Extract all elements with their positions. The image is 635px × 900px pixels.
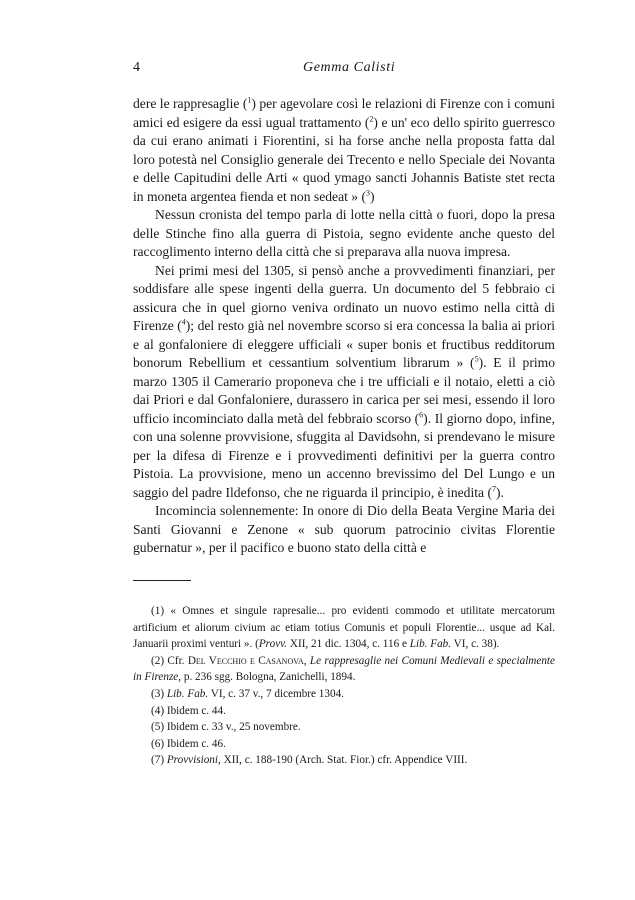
running-header (133, 60, 555, 78)
text-run: ) (370, 188, 375, 204)
text-run: XII, 21 dic. 1304, c. 116 e (287, 638, 410, 651)
footnote-ref: 5 (474, 354, 479, 364)
footnote-2 (133, 653, 555, 686)
footnote-number: (1) (151, 605, 165, 617)
paragraph-2: Nessun cronista del tempo parla di lotte nella città o fuori, dopo la presa delle Stinche fino alla guerra di Pistoia, segno evidente anche questo del raccoglimento interno della città che si preparava alla nuova impresa. (133, 207, 555, 259)
footnote-number: (5) (151, 721, 165, 734)
footnote-ref: 4 (181, 317, 186, 327)
text-run: ). Il giorno dopo, infine, con una solenne provvisione, sfuggita al Davidsohn, si prendevano le misure per la difesa di Firenze e i provvedimenti definitivi per la guerra contro Pistoia. La provvisione, meno un accenno brevissimo del Del Lungo e un saggio del padre Ildefonso, che ne riguarda il principio, è inedita ( (133, 410, 555, 500)
running-title: Gemma Calisti (303, 60, 396, 75)
text-run: Lib. Fab. (166, 687, 209, 700)
paragraph-4: Incomincia solennemente: In onore di Dio della Beata Vergine Maria dei Santi Giovanni e Zenone « sub quorum patrocinio civitas Florentie gubernatur », per il pacifico e buono stato della città e (133, 503, 555, 555)
paragraph-1 (133, 95, 555, 206)
author-names: Del Vecchio e Casanova (187, 654, 304, 667)
footnote-5 (133, 719, 555, 736)
text-run: Ibidem c. 33 v., 25 novembre. (164, 721, 301, 734)
main-text (133, 95, 555, 558)
footnote-ref: 1 (247, 95, 252, 105)
text-run: Provv. (258, 638, 288, 651)
text-run: ) e un' eco dello spirito guerresco da cui erano animati i Fiorentini, si ha forse anche nella proposta fatta dal loro potestà nel Consiglio generale dei Trecento e nello Speciale dei Novanta e delle Capitudini delle Arti « quod ymago sancti Johannis Batiste stet recta in moneta argentea fienda et non sedeat » ( (133, 114, 555, 204)
text-run: dere le rappresaglie ( (133, 96, 248, 111)
footnote-ref: 2 (369, 113, 374, 123)
footnote-ref: 3 (366, 187, 371, 197)
text-run: Nei primi mesi del 1305, si pensò anche a provvedimenti finanziari, per soddisfare alle spese ingenti della guerra. Un documento del 5 febbraio ci assicura che in quel giorno veniva ordinato un nuovo estimo nella città di Firenze ( (133, 262, 555, 333)
text-run: XII, c. 188-190 (Arch. Stat. Fior.) cfr. Appendice VIII. (220, 754, 468, 767)
text-run: VI, c. 38). (451, 638, 500, 651)
text-run: Lib. Fab. (409, 638, 452, 651)
page-number: 4 (133, 60, 140, 75)
text-run: Ibidem c. 44. (164, 704, 226, 717)
text-run: , (303, 654, 310, 667)
text-run: ) per agevolare così le relazioni di Firenze con i comuni amici ed esigere da essi ugual trattamento ( (133, 96, 555, 130)
footnote-number: (6) (151, 737, 165, 750)
footnote-number: (7) (151, 754, 165, 767)
footnote-number: (3) (151, 687, 165, 700)
text-run: ). E il primo marzo 1305 il Camerario proponeva che i tre ufficiali e il notaio, eletti a ciò dai Priori e dal Gonfaloniere, durassero in carica per sei mesi, essendo il loro ufficio incominciato dalla metà del febbraio scorso ( (133, 355, 555, 426)
footnote-number: (2) (151, 654, 165, 667)
footnote-7 (133, 752, 555, 769)
footnote-6 (133, 736, 555, 753)
text-run: Cfr. (164, 654, 188, 667)
footnotes (133, 603, 555, 769)
text-run: ); del resto già nel novembre scorso si era concessa la balia ai priori e al gonfaloniere di eleggere ufficiali « super bonis et fructibus redditorum bonorum Rebellium et cessantium solventium librarum » ( (133, 318, 555, 370)
text-run: Provvisioni, (166, 754, 221, 767)
footnote-ref: 6 (419, 409, 424, 419)
text-run: « Omnes et singule rapresalie... pro evidenti commodo et utilitate mercatorum artificium et aliorum civium ac etiam totius Comunis et populi Florentie... usque ad Kal. Januarii proximi venturi ». ( (133, 605, 555, 651)
text-run: , p. 236 sgg. Bologna, Zanichelli, 1894. (178, 671, 356, 684)
footnote-number: (4) (151, 704, 165, 717)
footnote-4 (133, 703, 555, 720)
footnote-ref: 7 (491, 483, 496, 493)
footnote-1 (133, 603, 555, 653)
text-run: VI, c. 37 v., 7 dicembre 1304. (208, 687, 344, 700)
text-run: Ibidem c. 46. (164, 737, 226, 750)
work-title: Le rappresaglie nei Comuni Medievali e specialmente in Firenze (133, 654, 556, 684)
footnote-separator (133, 580, 191, 581)
text-run: ). (495, 484, 504, 500)
footnote-3 (133, 686, 555, 703)
paragraph-3 (133, 262, 555, 503)
